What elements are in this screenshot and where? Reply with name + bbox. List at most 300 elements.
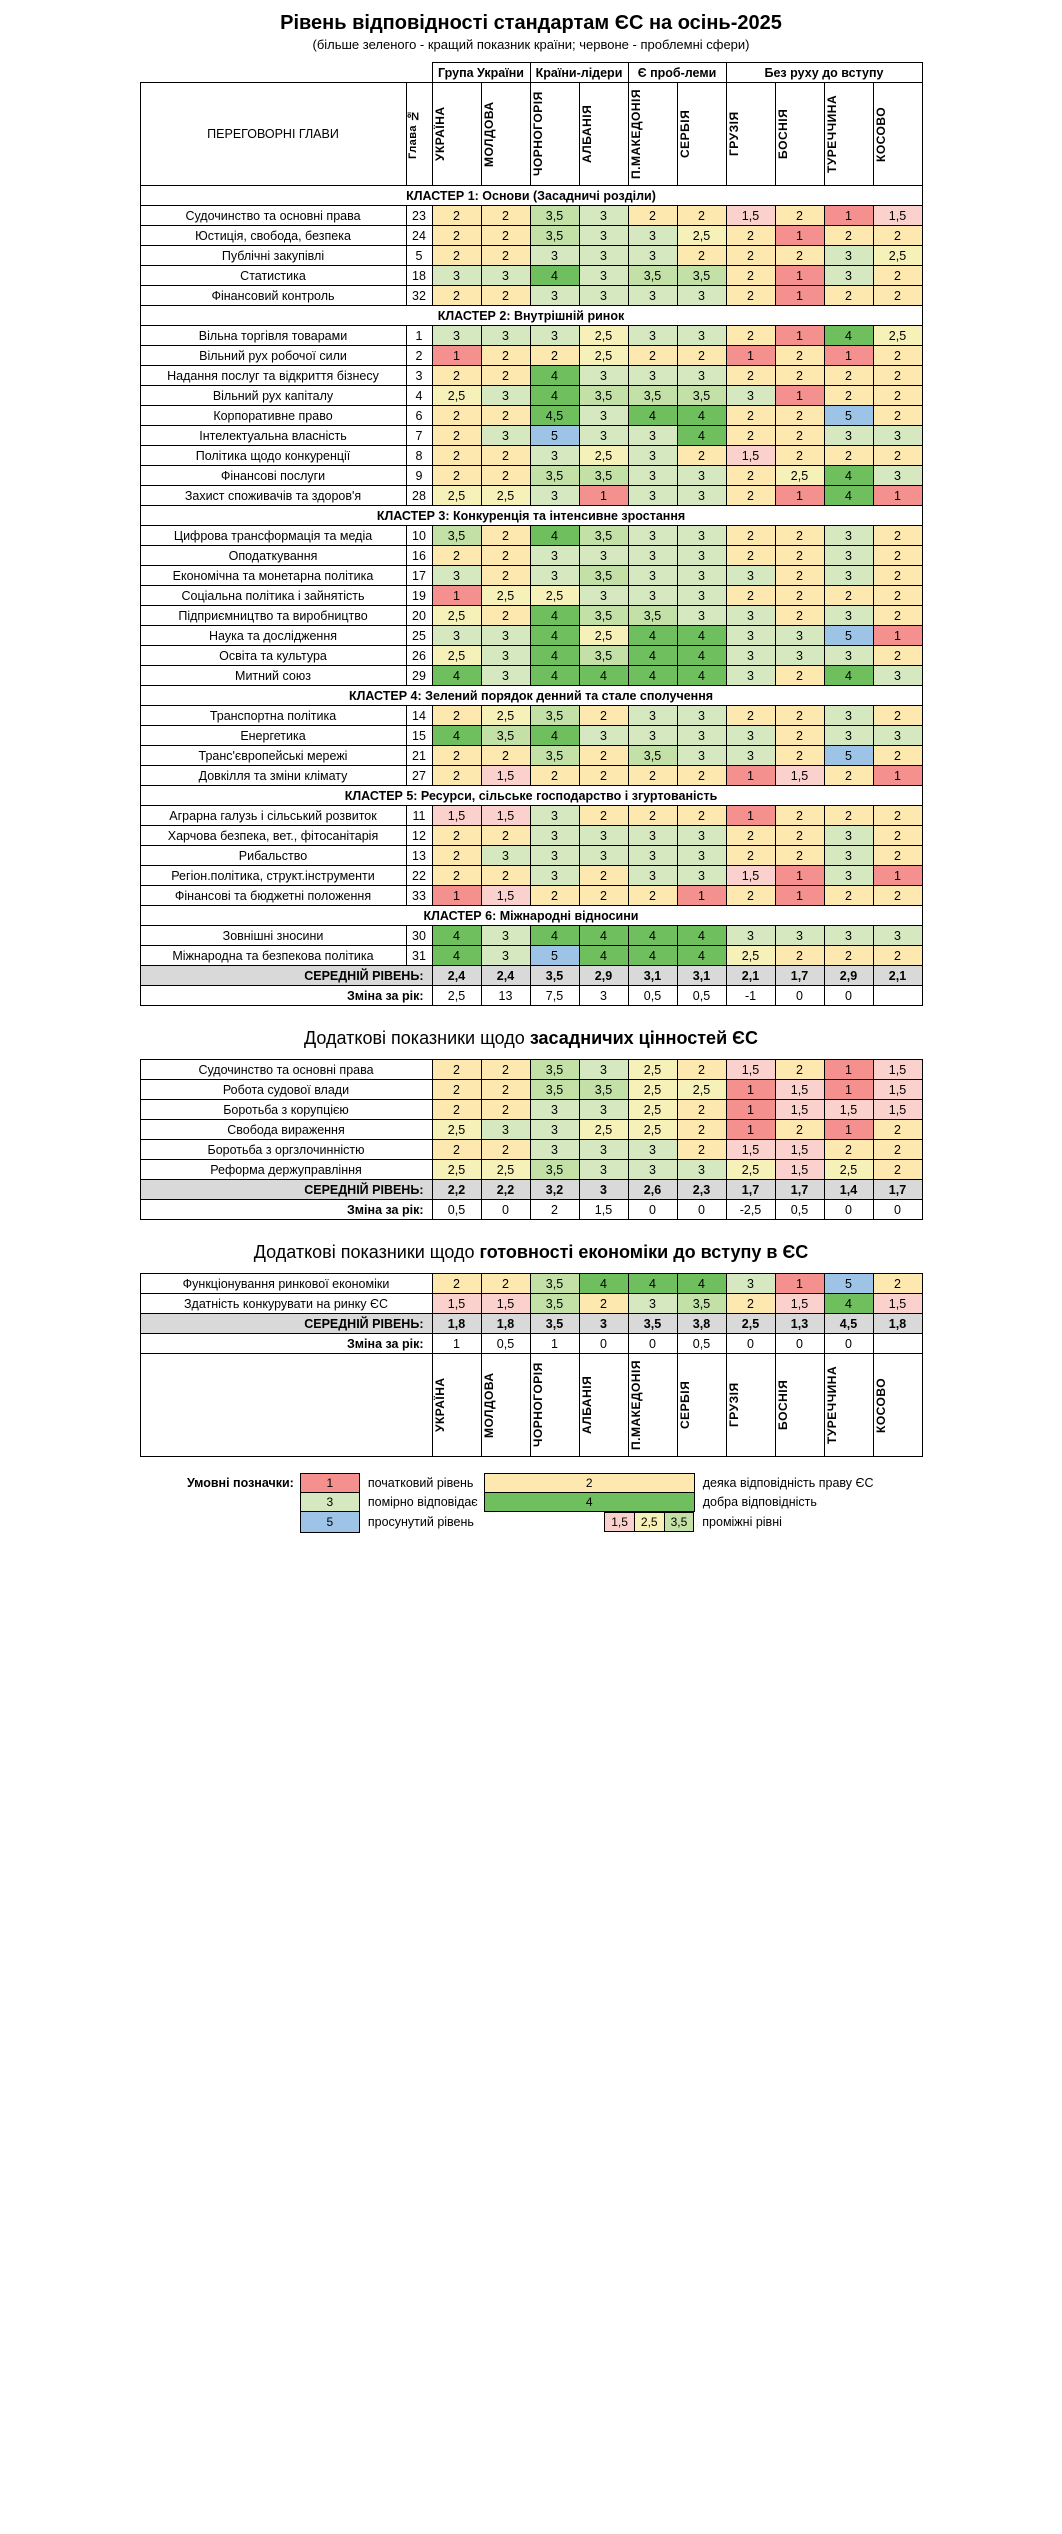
heatmap-cell: 3 [628, 486, 677, 506]
group-header-ukraine: Група України [432, 63, 530, 83]
heatmap-cell: 3 [530, 846, 579, 866]
average-value: 3 [579, 1180, 628, 1200]
heatmap-cell: 2 [432, 1060, 481, 1080]
legend-label-4: добра відповідність [702, 1495, 817, 1509]
heatmap-cell: 4 [579, 1274, 628, 1294]
chapter-number: 8 [406, 446, 432, 466]
heatmap-cell: 2 [873, 846, 922, 866]
average-value: 1,3 [775, 1314, 824, 1334]
heatmap-cell: 3 [579, 1060, 628, 1080]
heatmap-cell: 2 [775, 526, 824, 546]
table-row [140, 486, 922, 506]
heatmap-cell: 3 [481, 326, 530, 346]
legend-swatch-1: 1 [300, 1474, 359, 1493]
heatmap-cell: 3 [628, 846, 677, 866]
heatmap-cell: 4 [628, 406, 677, 426]
chapter-number: 3 [406, 366, 432, 386]
change-label: Зміна за рік: [140, 1200, 432, 1220]
country-header-10: КОСОВО [873, 106, 888, 162]
heatmap-cell: 1 [677, 886, 726, 906]
heatmap-cell: 3 [824, 246, 873, 266]
heatmap-cell: 2 [726, 486, 775, 506]
table-row [140, 326, 922, 346]
heatmap-cell: 3 [579, 726, 628, 746]
heatmap-cell: 2 [824, 806, 873, 826]
heatmap-cell: 1 [775, 286, 824, 306]
heatmap-cell: 3 [530, 1140, 579, 1160]
heatmap-cell: 2 [432, 746, 481, 766]
heatmap-cell: 2,5 [775, 466, 824, 486]
heatmap-cell: 2 [726, 366, 775, 386]
heatmap-cell: 1,5 [873, 1100, 922, 1120]
heatmap-cell: 3 [579, 246, 628, 266]
row-label: Вільна торгівля товарами [140, 326, 406, 346]
heatmap-cell: 1,5 [873, 1060, 922, 1080]
heatmap-cell: 2,5 [432, 646, 481, 666]
heatmap-cell: 1,5 [726, 1060, 775, 1080]
heatmap-cell: 3 [677, 566, 726, 586]
heatmap-cell: 2 [677, 246, 726, 266]
heatmap-cell: 3 [824, 706, 873, 726]
page-title: Рівень відповідності стандартам ЄС на осінь-2025 [280, 12, 782, 34]
table-row [140, 1294, 922, 1314]
change-value: 0 [824, 1200, 873, 1220]
heatmap-cell: 2 [775, 746, 824, 766]
heatmap-cell: 4 [628, 666, 677, 686]
heatmap-cell: 2 [726, 226, 775, 246]
heatmap-cell: 2 [432, 226, 481, 246]
heatmap-cell: 3,5 [579, 646, 628, 666]
heatmap-cell: 2 [873, 266, 922, 286]
heatmap-cell: 3 [579, 366, 628, 386]
change-value: 0,5 [481, 1334, 530, 1354]
cluster-header: КЛАСТЕР 2: Внутрішній ринок [140, 306, 922, 326]
heatmap-cell: 2 [677, 1120, 726, 1140]
average-label: СЕРЕДНІЙ РІВЕНЬ: [140, 1180, 432, 1200]
heatmap-cell: 1 [726, 1080, 775, 1100]
chapter-number: 29 [406, 666, 432, 686]
heatmap-cell: 3 [628, 546, 677, 566]
heatmap-cell: 1 [775, 226, 824, 246]
chapter-number: 4 [406, 386, 432, 406]
average-label: СЕРЕДНІЙ РІВЕНЬ: [140, 966, 432, 986]
average-value: 3,1 [677, 966, 726, 986]
average-value: 2,9 [824, 966, 873, 986]
heatmap-cell: 2,5 [628, 1080, 677, 1100]
heatmap-cell: 3 [677, 326, 726, 346]
average-value: 1,8 [873, 1314, 922, 1334]
heatmap-cell: 2 [432, 866, 481, 886]
legend-swatch-5: 5 [300, 1512, 359, 1533]
heatmap-cell: 3 [775, 646, 824, 666]
average-value: 2,2 [432, 1180, 481, 1200]
heatmap-cell: 1 [775, 866, 824, 886]
heatmap-cell: 5 [824, 626, 873, 646]
heatmap-cell: 2 [873, 706, 922, 726]
heatmap-cell: 2,5 [432, 486, 481, 506]
heatmap-cell: 2 [432, 366, 481, 386]
table-row [140, 946, 922, 966]
row-label: Вільний рух робочої сили [140, 346, 406, 366]
heatmap-cell: 3 [628, 426, 677, 446]
average-value: 2,5 [726, 1314, 775, 1334]
table-row [140, 586, 922, 606]
heatmap-cell: 2 [481, 566, 530, 586]
heatmap-cell: 3 [628, 466, 677, 486]
heatmap-cell: 2 [628, 346, 677, 366]
table-row [140, 446, 922, 466]
group-header-no-movement: Без руху до вступу [726, 63, 922, 83]
row-label: Наука та дослідження [140, 626, 406, 646]
heatmap-cell: 1 [775, 386, 824, 406]
heatmap-cell: 3 [677, 466, 726, 486]
country-footer-3: ЧОРНОГОРІЯ [530, 1362, 545, 1448]
row-label: Вільний рух капіталу [140, 386, 406, 406]
heatmap-cell: 4 [824, 326, 873, 346]
heatmap-cell: 2 [628, 206, 677, 226]
chapter-number: 1 [406, 326, 432, 346]
row-label: Політика щодо конкуренції [140, 446, 406, 466]
heatmap-cell: 2 [775, 206, 824, 226]
heatmap-cell: 3 [824, 546, 873, 566]
country-header-5: П.МАКЕДОНІЯ [628, 89, 643, 179]
heatmap-cell: 4 [579, 666, 628, 686]
heatmap-cell: 2 [432, 1080, 481, 1100]
heatmap-cell: 3 [628, 726, 677, 746]
heatmap-cell: 1,5 [775, 1294, 824, 1314]
legend [61, 1473, 1001, 1533]
heatmap-cell: 3,5 [530, 226, 579, 246]
average-value: 3,2 [530, 1180, 579, 1200]
change-value: -1 [726, 986, 775, 1006]
heatmap-cell: 3 [432, 266, 481, 286]
heatmap-cell: 2 [726, 326, 775, 346]
heatmap-cell: 2 [481, 366, 530, 386]
row-label: Статистика [140, 266, 406, 286]
chapter-number: 10 [406, 526, 432, 546]
table-row [140, 866, 922, 886]
average-value: 2,9 [579, 966, 628, 986]
chapter-number: 5 [406, 246, 432, 266]
chapter-number: 31 [406, 946, 432, 966]
heatmap-cell: 3,5 [677, 1294, 726, 1314]
change-value: 0,5 [432, 1200, 481, 1220]
cluster-header: КЛАСТЕР 1: Основи (Засадничі розділи) [140, 186, 922, 206]
legend-caption: Умовні позначки: [187, 1476, 294, 1490]
heatmap-cell: 2 [824, 386, 873, 406]
heatmap-cell: 3 [677, 526, 726, 546]
heatmap-cell: 2 [677, 446, 726, 466]
heatmap-cell: 5 [530, 426, 579, 446]
heatmap-cell: 2 [481, 826, 530, 846]
heatmap-cell: 3 [481, 666, 530, 686]
average-row [140, 1314, 922, 1334]
heatmap-cell: 3 [824, 826, 873, 846]
heatmap-cell: 4 [432, 726, 481, 746]
heatmap-cell: 1,5 [873, 206, 922, 226]
heatmap-cell: 1 [873, 626, 922, 646]
heatmap-cell: 2 [481, 546, 530, 566]
heatmap-cell: 1 [432, 586, 481, 606]
table-row [140, 726, 922, 746]
heatmap-cell: 2 [824, 226, 873, 246]
change-value: 1,5 [579, 1200, 628, 1220]
heatmap-cell: 4 [628, 1274, 677, 1294]
change-row [140, 986, 922, 1006]
heatmap-cell: 2 [481, 406, 530, 426]
change-label: Зміна за рік: [140, 986, 432, 1006]
heatmap-cell: 4 [677, 406, 726, 426]
heatmap-cell: 2 [775, 846, 824, 866]
heatmap-cell: 2 [726, 526, 775, 546]
heatmap-cell: 2,5 [432, 606, 481, 626]
average-value: 2,4 [481, 966, 530, 986]
heatmap-cell: 2 [726, 826, 775, 846]
heatmap-cell: 4 [530, 626, 579, 646]
heatmap-cell: 4 [677, 1274, 726, 1294]
cluster-header: КЛАСТЕР 4: Зелений порядок денний та стале сполучення [140, 686, 922, 706]
heatmap-cell: 2 [824, 886, 873, 906]
row-label: Транс'європейські мережі [140, 746, 406, 766]
heatmap-cell: 3 [726, 626, 775, 646]
change-value: 1 [432, 1334, 481, 1354]
heatmap-cell: 3 [775, 626, 824, 646]
chapters-header: ПЕРЕГОВОРНІ ГЛАВИ [140, 83, 406, 186]
heatmap-cell: 3,5 [530, 1274, 579, 1294]
heatmap-cell: 2 [775, 426, 824, 446]
heatmap-cell: 2 [824, 366, 873, 386]
table-row [140, 266, 922, 286]
heatmap-cell: 2 [677, 806, 726, 826]
heatmap-cell: 4 [677, 926, 726, 946]
heatmap-cell: 3 [824, 926, 873, 946]
row-label: Здатність конкурувати на ринку ЄС [140, 1294, 432, 1314]
average-value: 1,7 [775, 966, 824, 986]
heatmap-cell: 2,5 [432, 1120, 481, 1140]
heatmap-cell: 2 [775, 446, 824, 466]
heatmap-cell: 2 [628, 886, 677, 906]
heatmap-cell: 2 [775, 666, 824, 686]
heatmap-cell: 2 [824, 766, 873, 786]
heatmap-cell: 3,5 [530, 1294, 579, 1314]
change-value [873, 1334, 922, 1354]
heatmap-cell: 2,5 [677, 1080, 726, 1100]
chapter-number: 7 [406, 426, 432, 446]
row-label: Рибальство [140, 846, 406, 866]
heatmap-cell: 3 [824, 726, 873, 746]
change-row [140, 1334, 922, 1354]
average-value: 3,5 [530, 966, 579, 986]
heatmap-cell: 2 [481, 246, 530, 266]
heatmap-cell: 3 [579, 846, 628, 866]
heatmap-cell: 2 [432, 546, 481, 566]
heatmap-cell: 2 [726, 846, 775, 866]
heatmap-cell: 3 [579, 266, 628, 286]
heatmap-cell: 3,5 [481, 726, 530, 746]
chapter-number: 17 [406, 566, 432, 586]
row-label: Зовнішні зносини [140, 926, 406, 946]
heatmap-cell: 2 [775, 946, 824, 966]
heatmap-cell: 2,5 [432, 386, 481, 406]
heatmap-cell: 3 [530, 246, 579, 266]
heatmap-cell: 3 [481, 646, 530, 666]
heatmap-cell: 1,5 [775, 1100, 824, 1120]
table-row [140, 366, 922, 386]
heatmap-cell: 3 [530, 286, 579, 306]
heatmap-cell: 2 [775, 406, 824, 426]
heatmap-cell: 1,5 [873, 1294, 922, 1314]
heatmap-cell: 3 [628, 586, 677, 606]
row-label: Міжнародна та безпекова політика [140, 946, 406, 966]
heatmap-cell: 3 [824, 866, 873, 886]
heatmap-cell: 2,5 [432, 1160, 481, 1180]
heatmap-cell: 2 [432, 406, 481, 426]
chapter-number: 6 [406, 406, 432, 426]
heatmap-cell: 1 [824, 1120, 873, 1140]
heatmap-cell: 5 [824, 406, 873, 426]
heatmap-cell: 2 [481, 746, 530, 766]
heatmap-cell: 1,5 [775, 766, 824, 786]
heatmap-cell: 2,5 [530, 586, 579, 606]
heatmap-cell: 2 [873, 546, 922, 566]
table-row [140, 566, 922, 586]
average-value: 2,2 [481, 1180, 530, 1200]
heatmap-cell: 3 [824, 426, 873, 446]
heatmap-cell: 2 [579, 806, 628, 826]
heatmap-cell: 3 [628, 826, 677, 846]
country-header-4: АЛБАНІЯ [579, 104, 594, 164]
average-value: 1,7 [873, 1180, 922, 1200]
legend-swatch-2-5: 2,5 [634, 1513, 664, 1532]
heatmap-cell: 4 [677, 666, 726, 686]
heatmap-cell: 1 [726, 1120, 775, 1140]
heatmap-cell: 1 [726, 766, 775, 786]
change-value: 2 [530, 1200, 579, 1220]
heatmap-cell: 2 [726, 286, 775, 306]
heatmap-cell: 3,5 [530, 746, 579, 766]
heatmap-cell: 3 [677, 486, 726, 506]
heatmap-cell: 2 [481, 226, 530, 246]
heatmap-cell: 3 [824, 606, 873, 626]
cluster-header: КЛАСТЕР 5: Ресурси, сільське господарство і згуртованість [140, 786, 922, 806]
heatmap-cell: 3 [628, 866, 677, 886]
heatmap-cell: 3 [873, 926, 922, 946]
average-value: 3,5 [530, 1314, 579, 1334]
change-value: 0,5 [677, 1334, 726, 1354]
heatmap-cell: 3 [726, 926, 775, 946]
heatmap-cell: 3 [873, 726, 922, 746]
heatmap-cell: 3 [530, 1120, 579, 1140]
legend-swatch-4: 4 [484, 1493, 694, 1512]
heatmap-cell: 2 [481, 206, 530, 226]
heatmap-cell: 3 [677, 846, 726, 866]
heatmap-cell: 1 [775, 486, 824, 506]
chapter-number: 13 [406, 846, 432, 866]
heatmap-cell: 1 [775, 266, 824, 286]
heatmap-cell: 3 [873, 666, 922, 686]
heatmap-cell: 2 [726, 546, 775, 566]
heatmap-cell: 3 [726, 746, 775, 766]
heatmap-cell: 2 [873, 446, 922, 466]
heatmap-cell: 4 [530, 726, 579, 746]
heatmap-cell: 3 [677, 726, 726, 746]
heatmap-cell: 2 [432, 1100, 481, 1120]
heatmap-cell: 2 [677, 206, 726, 226]
change-value: 1 [530, 1334, 579, 1354]
average-value: 1,8 [432, 1314, 481, 1334]
heatmap-cell: 1 [579, 486, 628, 506]
country-footer-8: БОСНІЯ [775, 1379, 790, 1431]
heatmap-cell: 2 [481, 466, 530, 486]
heatmap-cell: 3,5 [579, 1080, 628, 1100]
country-header-7: ГРУЗІЯ [726, 111, 741, 157]
heatmap-cell: 2 [873, 1140, 922, 1160]
heatmap-cell: 4,5 [530, 406, 579, 426]
heatmap-cell: 2,5 [873, 326, 922, 346]
change-value: 0 [775, 1334, 824, 1354]
heatmap-cell: 2 [873, 286, 922, 306]
heatmap-cell: 2 [726, 706, 775, 726]
country-header-9: ТУРЕЧЧИНА [824, 94, 839, 174]
chapter-number: 32 [406, 286, 432, 306]
heatmap-cell: 4 [530, 266, 579, 286]
heatmap-cell: 3 [726, 386, 775, 406]
row-label: Підприємництво та виробництво [140, 606, 406, 626]
heatmap-cell: 1,5 [775, 1160, 824, 1180]
heatmap-cell: 2 [775, 346, 824, 366]
change-value: 0 [775, 986, 824, 1006]
heatmap-cell: 2 [775, 1120, 824, 1140]
heatmap-cell: 2 [432, 206, 481, 226]
heatmap-cell: 2 [432, 246, 481, 266]
row-label: Функціонування ринкової економіки [140, 1274, 432, 1294]
table-row [140, 1120, 922, 1140]
heatmap-cell: 1,5 [481, 886, 530, 906]
heatmap-cell: 2 [432, 286, 481, 306]
heatmap-cell: 5 [824, 746, 873, 766]
heatmap-cell: 2 [873, 1274, 922, 1294]
heatmap-cell: 3 [726, 726, 775, 746]
average-label: СЕРЕДНІЙ РІВЕНЬ: [140, 1314, 432, 1334]
table-row [140, 346, 922, 366]
chapter-number: 15 [406, 726, 432, 746]
heatmap-cell: 4 [677, 626, 726, 646]
change-value: 0 [824, 1334, 873, 1354]
heatmap-cell: 2 [775, 726, 824, 746]
heatmap-cell: 2 [824, 286, 873, 306]
average-value: 2,1 [726, 966, 775, 986]
heatmap-cell: 4 [530, 666, 579, 686]
heatmap-cell: 3 [677, 866, 726, 886]
heatmap-cell: 5 [824, 1274, 873, 1294]
heatmap-cell: 1,5 [775, 1140, 824, 1160]
heatmap-cell: 1,5 [726, 866, 775, 886]
heatmap-cell: 3 [677, 826, 726, 846]
heatmap-cell: 3 [579, 426, 628, 446]
heatmap-cell: 3 [579, 286, 628, 306]
heatmap-cell: 1 [873, 866, 922, 886]
row-label: Транспортна політика [140, 706, 406, 726]
heatmap-cell: 3,5 [628, 386, 677, 406]
chapter-number: 14 [406, 706, 432, 726]
table-row [140, 746, 922, 766]
heatmap-cell: 1,5 [726, 206, 775, 226]
heatmap-cell: 3 [824, 566, 873, 586]
heatmap-cell: 2 [530, 346, 579, 366]
legend-label-intermediate: проміжні рівні [702, 1514, 782, 1529]
heatmap-cell: 3 [824, 846, 873, 866]
heatmap-cell: 2,5 [628, 1120, 677, 1140]
